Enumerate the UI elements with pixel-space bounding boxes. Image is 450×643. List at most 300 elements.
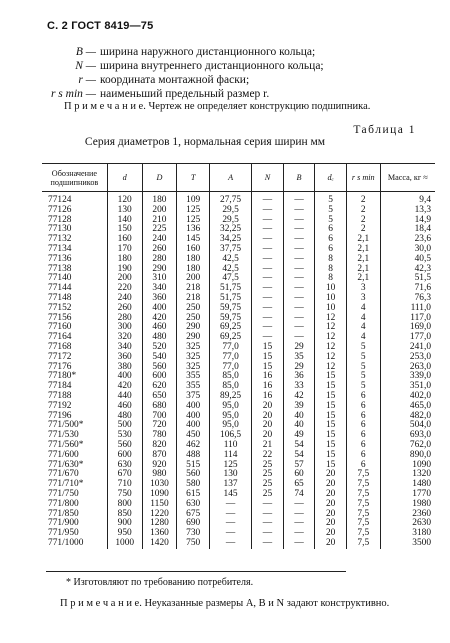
table-cell: 15: [315, 421, 347, 431]
table-cell: 114: [210, 451, 252, 461]
table-cell: 18,4: [380, 225, 435, 235]
table-cell: 77176: [48, 361, 72, 372]
table-cell: 515: [177, 461, 210, 471]
table-cell: 2: [346, 192, 380, 206]
table-cell: 130: [107, 206, 142, 216]
table-cell: —: [252, 314, 284, 324]
table-cell: 51,5: [380, 274, 435, 284]
table-cell: —: [252, 206, 284, 216]
table-cell: 54: [283, 451, 315, 461]
table-cell: 12: [315, 314, 347, 324]
table-cell: 771/560*: [48, 439, 84, 450]
table-cell: 89,25: [210, 392, 252, 402]
table-cell: 136: [177, 225, 210, 235]
table-cell: 111,0: [380, 304, 435, 314]
table-cell: 630: [177, 500, 210, 510]
table-cell: 530: [107, 431, 142, 441]
table-row: [42, 529, 435, 539]
table-row: [42, 451, 435, 461]
column-header: dₑ: [315, 164, 347, 192]
table-cell: 1770: [380, 490, 435, 500]
table-cell: 59,75: [210, 304, 252, 314]
table-cell: 7,5: [346, 510, 380, 520]
table-cell: 600: [107, 451, 142, 461]
table-cell: 160: [177, 245, 210, 255]
table-cell: 420: [107, 382, 142, 392]
table-row: [42, 510, 435, 520]
dimensions-note: П р и м е ч а н и е. Неуказанные размеры A, B и N задают конструктивно.: [60, 598, 390, 609]
table-cell: 253,0: [380, 353, 435, 363]
table-cell: 85,0: [210, 382, 252, 392]
table-cell: 27,75: [210, 192, 252, 206]
table-cell: 77,0: [210, 343, 252, 353]
column-header: d: [107, 164, 142, 192]
table-cell: 20: [252, 421, 284, 431]
table-cell: 15: [252, 343, 284, 353]
table-cell: 2,1: [346, 235, 380, 245]
table-cell: 77192: [48, 400, 72, 411]
table-cell: 580: [177, 480, 210, 490]
table-cell: 402,0: [380, 392, 435, 402]
table-cell: 76,3: [380, 294, 435, 304]
table-cell: 218: [177, 284, 210, 294]
table-cell: 20: [252, 412, 284, 422]
table-cell: 25: [252, 470, 284, 480]
table-cell: 2: [346, 216, 380, 226]
table-cell: —: [252, 323, 284, 333]
table-cell: —: [252, 245, 284, 255]
table-cell: 7,5: [346, 529, 380, 539]
table-cell: —: [252, 529, 284, 539]
table-cell: 450: [177, 431, 210, 441]
table-cell: 620: [142, 382, 177, 392]
table-cell: 34,25: [210, 235, 252, 245]
table-cell: —: [252, 294, 284, 304]
table-cell: —: [252, 255, 284, 265]
table-cell: 150: [107, 225, 142, 235]
table-cell: 77144: [48, 283, 72, 294]
table-cell: 6: [346, 402, 380, 412]
table-cell: 762,0: [380, 441, 435, 451]
table-cell: —: [252, 500, 284, 510]
table-cell: 400: [177, 421, 210, 431]
definition-symbol: N —: [75, 60, 96, 72]
table-cell: 360: [142, 294, 177, 304]
column-header: A: [210, 164, 252, 192]
table-cell: 771/530: [48, 430, 79, 441]
table-cell: 77132: [48, 234, 72, 245]
table-cell: 12: [315, 333, 347, 343]
table-cell: 42,5: [210, 265, 252, 275]
table-cell: —: [283, 294, 315, 304]
table-cell: —: [283, 314, 315, 324]
table-cell: —: [283, 500, 315, 510]
definition-row: [40, 45, 324, 59]
table-cell: 2,1: [346, 265, 380, 275]
table-cell: 40: [283, 421, 315, 431]
table-cell: 1420: [142, 539, 177, 549]
table-cell: 36: [283, 372, 315, 382]
table-cell: 12: [315, 343, 347, 353]
table-cell: 51,75: [210, 284, 252, 294]
table-cell: 6: [346, 421, 380, 431]
table-cell: 730: [177, 529, 210, 539]
table-cell: 250: [177, 314, 210, 324]
table-cell: 7,5: [346, 500, 380, 510]
table-cell: 8: [315, 274, 347, 284]
table-cell: —: [283, 529, 315, 539]
footnote-divider: [46, 571, 346, 572]
table-cell: 49: [283, 431, 315, 441]
table-cell: 650: [142, 392, 177, 402]
table-cell: 77130: [48, 224, 72, 235]
table-cell: 4: [346, 323, 380, 333]
table-cell: 145: [177, 235, 210, 245]
table-cell: 180: [177, 255, 210, 265]
table-cell: 2,1: [346, 255, 380, 265]
drawing-note: П р и м е ч а н и е. Чертеж не определяет конструкцию подшипника.: [64, 101, 371, 112]
table-cell: 6: [315, 245, 347, 255]
table-cell: 771/710*: [48, 479, 84, 490]
table-cell: 750: [177, 539, 210, 549]
table-cell: 42,3: [380, 265, 435, 275]
table-cell: 440: [107, 392, 142, 402]
table-cell: 310: [142, 274, 177, 284]
table-cell: 351,0: [380, 382, 435, 392]
table-cell: —: [210, 519, 252, 529]
table-row: [42, 470, 435, 480]
table-cell: —: [252, 274, 284, 284]
table-cell: 540: [142, 353, 177, 363]
table-cell: 1000: [107, 539, 142, 549]
table-cell: —: [252, 265, 284, 275]
table-cell: 69,25: [210, 323, 252, 333]
table-cell: 169,0: [380, 323, 435, 333]
table-cell: 77172: [48, 351, 72, 362]
table-cell: 480: [107, 412, 142, 422]
table-cell: 15: [315, 451, 347, 461]
table-cell: 77180*: [48, 371, 77, 382]
table-cell: 20: [315, 470, 347, 480]
table-cell: 771/670: [48, 469, 79, 480]
table-cell: 320: [107, 333, 142, 343]
table-cell: 32,25: [210, 225, 252, 235]
table-cell: 1480: [380, 480, 435, 490]
table-cell: 16: [252, 392, 284, 402]
table-cell: 20: [315, 490, 347, 500]
column-header: Масса, кг ≈: [380, 164, 435, 192]
table-cell: 260: [142, 245, 177, 255]
table-cell: 29,5: [210, 216, 252, 226]
table-cell: 6: [315, 235, 347, 245]
table-cell: 95,0: [210, 421, 252, 431]
table-cell: 33: [283, 382, 315, 392]
table-cell: 39: [283, 402, 315, 412]
table-cell: 10: [315, 304, 347, 314]
table-cell: 20: [252, 431, 284, 441]
page-header: С. 2 ГОСТ 8419—75: [47, 20, 154, 32]
table-cell: 355: [177, 382, 210, 392]
table-cell: 60: [283, 470, 315, 480]
table-cell: 250: [177, 304, 210, 314]
table-cell: 77156: [48, 312, 72, 323]
table-cell: 630: [107, 461, 142, 471]
table-cell: 85,0: [210, 372, 252, 382]
table-cell: 225: [142, 225, 177, 235]
table-cell: 325: [177, 343, 210, 353]
table-cell: —: [252, 192, 284, 206]
table-cell: —: [283, 304, 315, 314]
table-cell: 680: [142, 402, 177, 412]
table-cell: 720: [142, 421, 177, 431]
table-cell: 77152: [48, 302, 72, 313]
table-cell: 2,1: [346, 274, 380, 284]
table-cell: —: [283, 333, 315, 343]
table-cell: 12: [315, 323, 347, 333]
table-cell: 47,5: [210, 274, 252, 284]
table-cell: 380: [107, 363, 142, 373]
table-cell: 42: [283, 392, 315, 402]
table-cell: 870: [142, 451, 177, 461]
table-cell: 1280: [142, 519, 177, 529]
table-cell: 850: [107, 510, 142, 520]
table-cell: 12: [315, 353, 347, 363]
table-cell: 710: [107, 480, 142, 490]
table-cell: 260: [107, 304, 142, 314]
table-cell: 74: [283, 490, 315, 500]
table-cell: —: [283, 216, 315, 226]
table-cell: 200: [177, 274, 210, 284]
table-cell: 7,5: [346, 480, 380, 490]
table-cell: —: [252, 333, 284, 343]
table-cell: 800: [107, 500, 142, 510]
table-cell: 25: [252, 490, 284, 500]
table-cell: 325: [177, 353, 210, 363]
table-cell: 340: [142, 284, 177, 294]
table-cell: —: [252, 304, 284, 314]
table-cell: 77128: [48, 214, 72, 225]
table-cell: 400: [177, 412, 210, 422]
table-cell: 980: [142, 470, 177, 480]
table-cell: 95,0: [210, 402, 252, 412]
table-cell: 400: [177, 402, 210, 412]
table-cell: 13,3: [380, 206, 435, 216]
table-cell: 240: [107, 294, 142, 304]
table-cell: 4: [346, 314, 380, 324]
bearing-table: [42, 163, 435, 549]
table-cell: 400: [107, 372, 142, 382]
table-cell: 771/850: [48, 508, 79, 519]
table-cell: 120: [107, 192, 142, 206]
table-cell: 771/750: [48, 488, 79, 499]
table-cell: —: [283, 225, 315, 235]
table-row: [42, 461, 435, 471]
table-cell: 460: [142, 323, 177, 333]
table-cell: 20: [315, 519, 347, 529]
table-cell: 20: [315, 480, 347, 490]
table-cell: 10: [315, 294, 347, 304]
table-cell: 240: [142, 235, 177, 245]
definition-row: [40, 59, 324, 73]
table-cell: 9,4: [380, 192, 435, 206]
table-cell: 2630: [380, 519, 435, 529]
table-cell: 15: [315, 441, 347, 451]
table-cell: 190: [107, 265, 142, 275]
table-cell: 1150: [142, 500, 177, 510]
table-cell: —: [283, 265, 315, 275]
table-cell: 771/900: [48, 518, 79, 529]
table-cell: 5: [346, 353, 380, 363]
table-cell: 30,0: [380, 245, 435, 255]
table-cell: 6: [346, 451, 380, 461]
table-cell: 355: [177, 372, 210, 382]
table-cell: 40,5: [380, 255, 435, 265]
table-cell: 180: [177, 265, 210, 275]
table-cell: 5: [315, 192, 347, 206]
table-row: [42, 519, 435, 529]
table-cell: 8: [315, 255, 347, 265]
table-cell: —: [210, 500, 252, 510]
table-cell: 420: [142, 314, 177, 324]
table-cell: 2360: [380, 510, 435, 520]
table-cell: 771/950: [48, 528, 79, 539]
table-cell: 59,75: [210, 314, 252, 324]
table-cell: 615: [177, 490, 210, 500]
table-cell: 820: [142, 441, 177, 451]
table-cell: 16: [252, 382, 284, 392]
definition-row: [40, 87, 324, 101]
table-cell: —: [252, 539, 284, 549]
definition-text: ширина внутреннего дистанционного кольца;: [100, 60, 324, 72]
table-cell: 177,0: [380, 333, 435, 343]
table-cell: —: [283, 274, 315, 284]
column-header: Обозначение подшипников: [42, 164, 107, 192]
table-cell: 200: [107, 274, 142, 284]
table-cell: 200: [142, 206, 177, 216]
table-cell: 77136: [48, 253, 72, 264]
table-cell: 500: [107, 421, 142, 431]
definition-symbol: r —: [78, 74, 96, 86]
table-cell: 6: [346, 412, 380, 422]
table-cell: 77188: [48, 390, 72, 401]
table-cell: 920: [142, 461, 177, 471]
table-cell: 6: [346, 461, 380, 471]
definition-row: [40, 73, 324, 87]
table-cell: 15: [315, 402, 347, 412]
table-cell: —: [252, 519, 284, 529]
table-cell: 140: [107, 216, 142, 226]
table-cell: 700: [142, 412, 177, 422]
column-header: T: [177, 164, 210, 192]
table-cell: 1320: [380, 470, 435, 480]
table-cell: 560: [142, 363, 177, 373]
table-cell: —: [210, 510, 252, 520]
table-cell: 71,6: [380, 284, 435, 294]
table-cell: 25: [252, 480, 284, 490]
definition-text: координата монтажной фаски;: [100, 74, 250, 86]
table-cell: —: [283, 206, 315, 216]
table-cell: 145: [210, 490, 252, 500]
table-cell: 69,25: [210, 333, 252, 343]
table-cell: —: [252, 284, 284, 294]
table-cell: 1090: [142, 490, 177, 500]
table-cell: 7,5: [346, 490, 380, 500]
table-cell: 125: [177, 216, 210, 226]
table-cell: 25: [252, 461, 284, 471]
table-cell: 125: [210, 461, 252, 471]
table-cell: —: [283, 255, 315, 265]
table-cell: 37,75: [210, 245, 252, 255]
table-cell: 241,0: [380, 343, 435, 353]
table-cell: 77196: [48, 410, 72, 421]
table-cell: 1220: [142, 510, 177, 520]
table-cell: 220: [107, 284, 142, 294]
table-cell: 2,1: [346, 245, 380, 255]
table-cell: 400: [142, 304, 177, 314]
table-cell: 77184: [48, 381, 72, 392]
table-cell: 290: [177, 323, 210, 333]
table-cell: 77,0: [210, 363, 252, 373]
table-cell: 339,0: [380, 372, 435, 382]
table-cell: 6: [346, 441, 380, 451]
table-cell: 15: [315, 461, 347, 471]
table-cell: 15: [315, 431, 347, 441]
table-cell: 600: [142, 372, 177, 382]
table-cell: 1360: [142, 529, 177, 539]
table-cell: 690: [177, 519, 210, 529]
table-cell: 780: [142, 431, 177, 441]
table-row: [42, 431, 435, 441]
table-cell: 520: [142, 343, 177, 353]
table-row: [42, 539, 435, 549]
table-cell: —: [283, 539, 315, 549]
table-cell: 675: [177, 510, 210, 520]
table-cell: 771/600: [48, 449, 79, 460]
table-header-row: [42, 164, 435, 192]
table-cell: 29: [283, 343, 315, 353]
table-cell: 504,0: [380, 421, 435, 431]
table-row: [42, 441, 435, 451]
table-cell: 2: [346, 225, 380, 235]
table-cell: 3500: [380, 539, 435, 549]
table-cell: 460: [107, 402, 142, 412]
table-cell: 20: [315, 529, 347, 539]
table-cell: 10: [315, 284, 347, 294]
table-cell: 7,5: [346, 470, 380, 480]
column-header: N: [252, 164, 284, 192]
table-cell: —: [283, 510, 315, 520]
table-cell: 280: [142, 255, 177, 265]
table-cell: 77124: [48, 195, 72, 205]
table-cell: 560: [107, 441, 142, 451]
table-cell: 20: [315, 510, 347, 520]
table-cell: 20: [252, 402, 284, 412]
table-cell: 21: [252, 441, 284, 451]
table-cell: 3: [346, 284, 380, 294]
table-cell: 890,0: [380, 451, 435, 461]
table-cell: 3180: [380, 529, 435, 539]
table-cell: 77148: [48, 292, 72, 303]
table-cell: 7,5: [346, 539, 380, 549]
table-cell: —: [252, 510, 284, 520]
table-cell: 77,0: [210, 353, 252, 363]
table-cell: —: [252, 216, 284, 226]
table-cell: 210: [142, 216, 177, 226]
table-cell: 6: [346, 431, 380, 441]
table-cell: —: [283, 235, 315, 245]
table-row: [42, 500, 435, 510]
table-cell: 4: [346, 304, 380, 314]
